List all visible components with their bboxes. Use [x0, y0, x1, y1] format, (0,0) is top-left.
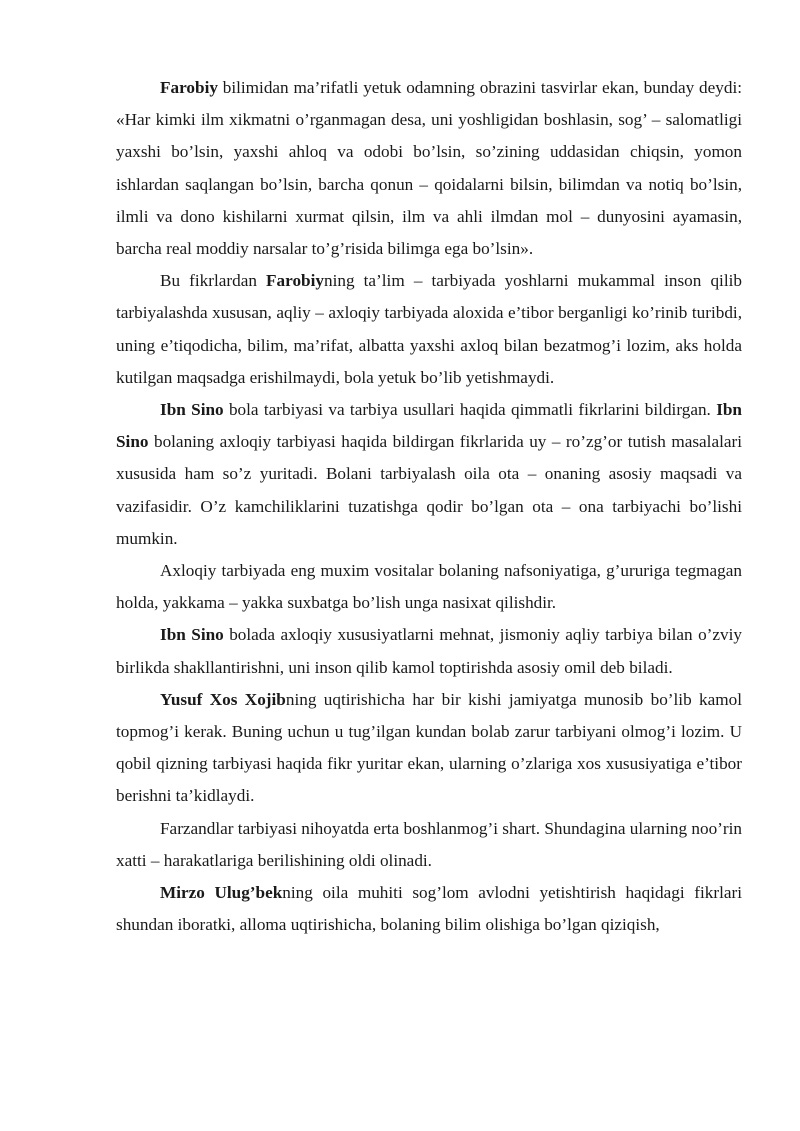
paragraph — [116, 684, 742, 813]
paragraph — [116, 72, 742, 265]
paragraph — [116, 619, 742, 683]
bold-name: Farobiy — [160, 78, 218, 97]
bold-name: Ibn Sino — [116, 400, 742, 452]
text-run: Farzandlar tarbiyasi nihoyatda erta boshlanmog’i shart. Shundagina ularning noo’rin xatti – harakatlariga berilishining oldi olinadi. — [116, 818, 742, 870]
paragraph — [116, 555, 742, 619]
text-run: ning ta’lim – tarbiyada yoshlarni mukammal inson qilib tarbiyalashda xususan, aqliy – axloqiy tarbiyada aloxida e’tibor berganligi ko’rinib turibdi, uning e’tiqodicha, bilim, ma’rifat, albatta yaxshi axloq bilan bezatmog’i lozim, aks holda kutilgan maqsadga erishilmaydi, bola yetuk bo’lib yetishmaydi. — [116, 271, 742, 387]
bold-name: Yusuf Xos Xojib — [160, 689, 286, 709]
text-run: ning oila muhiti sog’lom avlodni yetishtirish haqidagi fikrlari shundan iboratki, alloma uqtirishicha, bolaning bilim olishiga bo’lgan qiziqish, — [116, 883, 742, 935]
text-run: ning uqtirishicha har bir kishi jamiyatga munosib bo’lib kamol topmog’i kerak. Buning uchun u tug’ilgan kundan bolab zarur tarbiyani olmog’i lozim. U qobil qizning tarbiyasi haqida fikr yuritar ekan, ularning o’zlariga xos xususiyatiga e’tibor berishni ta’kidlaydi. — [116, 689, 742, 806]
bold-name: Mirzo Ulug’bek — [160, 883, 283, 903]
bold-name: Ibn Sino — [160, 625, 224, 645]
paragraph — [116, 265, 742, 394]
paragraph — [116, 877, 742, 941]
paragraph — [116, 813, 742, 877]
text-run: bola tarbiyasi va tarbiya usullari haqida qimmatli fikrlarini bildirgan. — [223, 400, 717, 420]
text-run: Axloqiy tarbiyada eng muxim vositalar bolaning nafsoniyatiga, g’ururiga tegmagan holda, yakkama – yakka suxbatga bo’lish unga nasixat qilishdir. — [116, 561, 742, 613]
text-run: bilimidan ma’rifatli yetuk odamning obrazini tasvirlar ekan, bunday deydi: «Har kimki ilm xikmatni o’rganmagan desa, uni yoshligidan boshlasin, sog’ – salomatligi yaxshi bo’lsin, yaxshi ahloq va odobi bo’lsin, so’zining uddasidan chiqsin, yomon ishlardan saqlangan bo’lsin, barcha qonun – qoidalarni bilsin, bilimdan va notiq bo’lsin, ilmli va dono kishilarni xurmat qilsin, ilm va ahli ilmdan mol – dunyosini ayamasin, barcha real moddiy narsalar to’g’risida bilimga ega bo’lsin». — [116, 78, 742, 259]
text-run: Bu fikrlardan — [160, 271, 267, 291]
paragraph — [116, 394, 742, 555]
bold-name: Ibn Sino — [160, 400, 224, 420]
bold-name: Farobiy — [266, 271, 324, 291]
text-run: bolaning axloqiy tarbiyasi haqida bildirgan fikrlarida uy – ro’zg’or tutish masalalari xususida ham so’z yuritadi. Bolani tarbiyalash oila ota – onaning asosiy maqsadi va vazifasidir. O’z kamchiliklarini tuzatishga qodir bo’lgan ota – ona tarbiyachi bo’lishi mumkin. — [116, 432, 742, 548]
document-page — [116, 72, 742, 941]
text-run: bolada axloqiy xususiyatlarni mehnat, jismoniy aqliy tarbiya bilan o’zviy birlikda shakllantirishni, uni inson qilib kamol toptirishda asosiy omil deb biladi. — [116, 625, 742, 677]
